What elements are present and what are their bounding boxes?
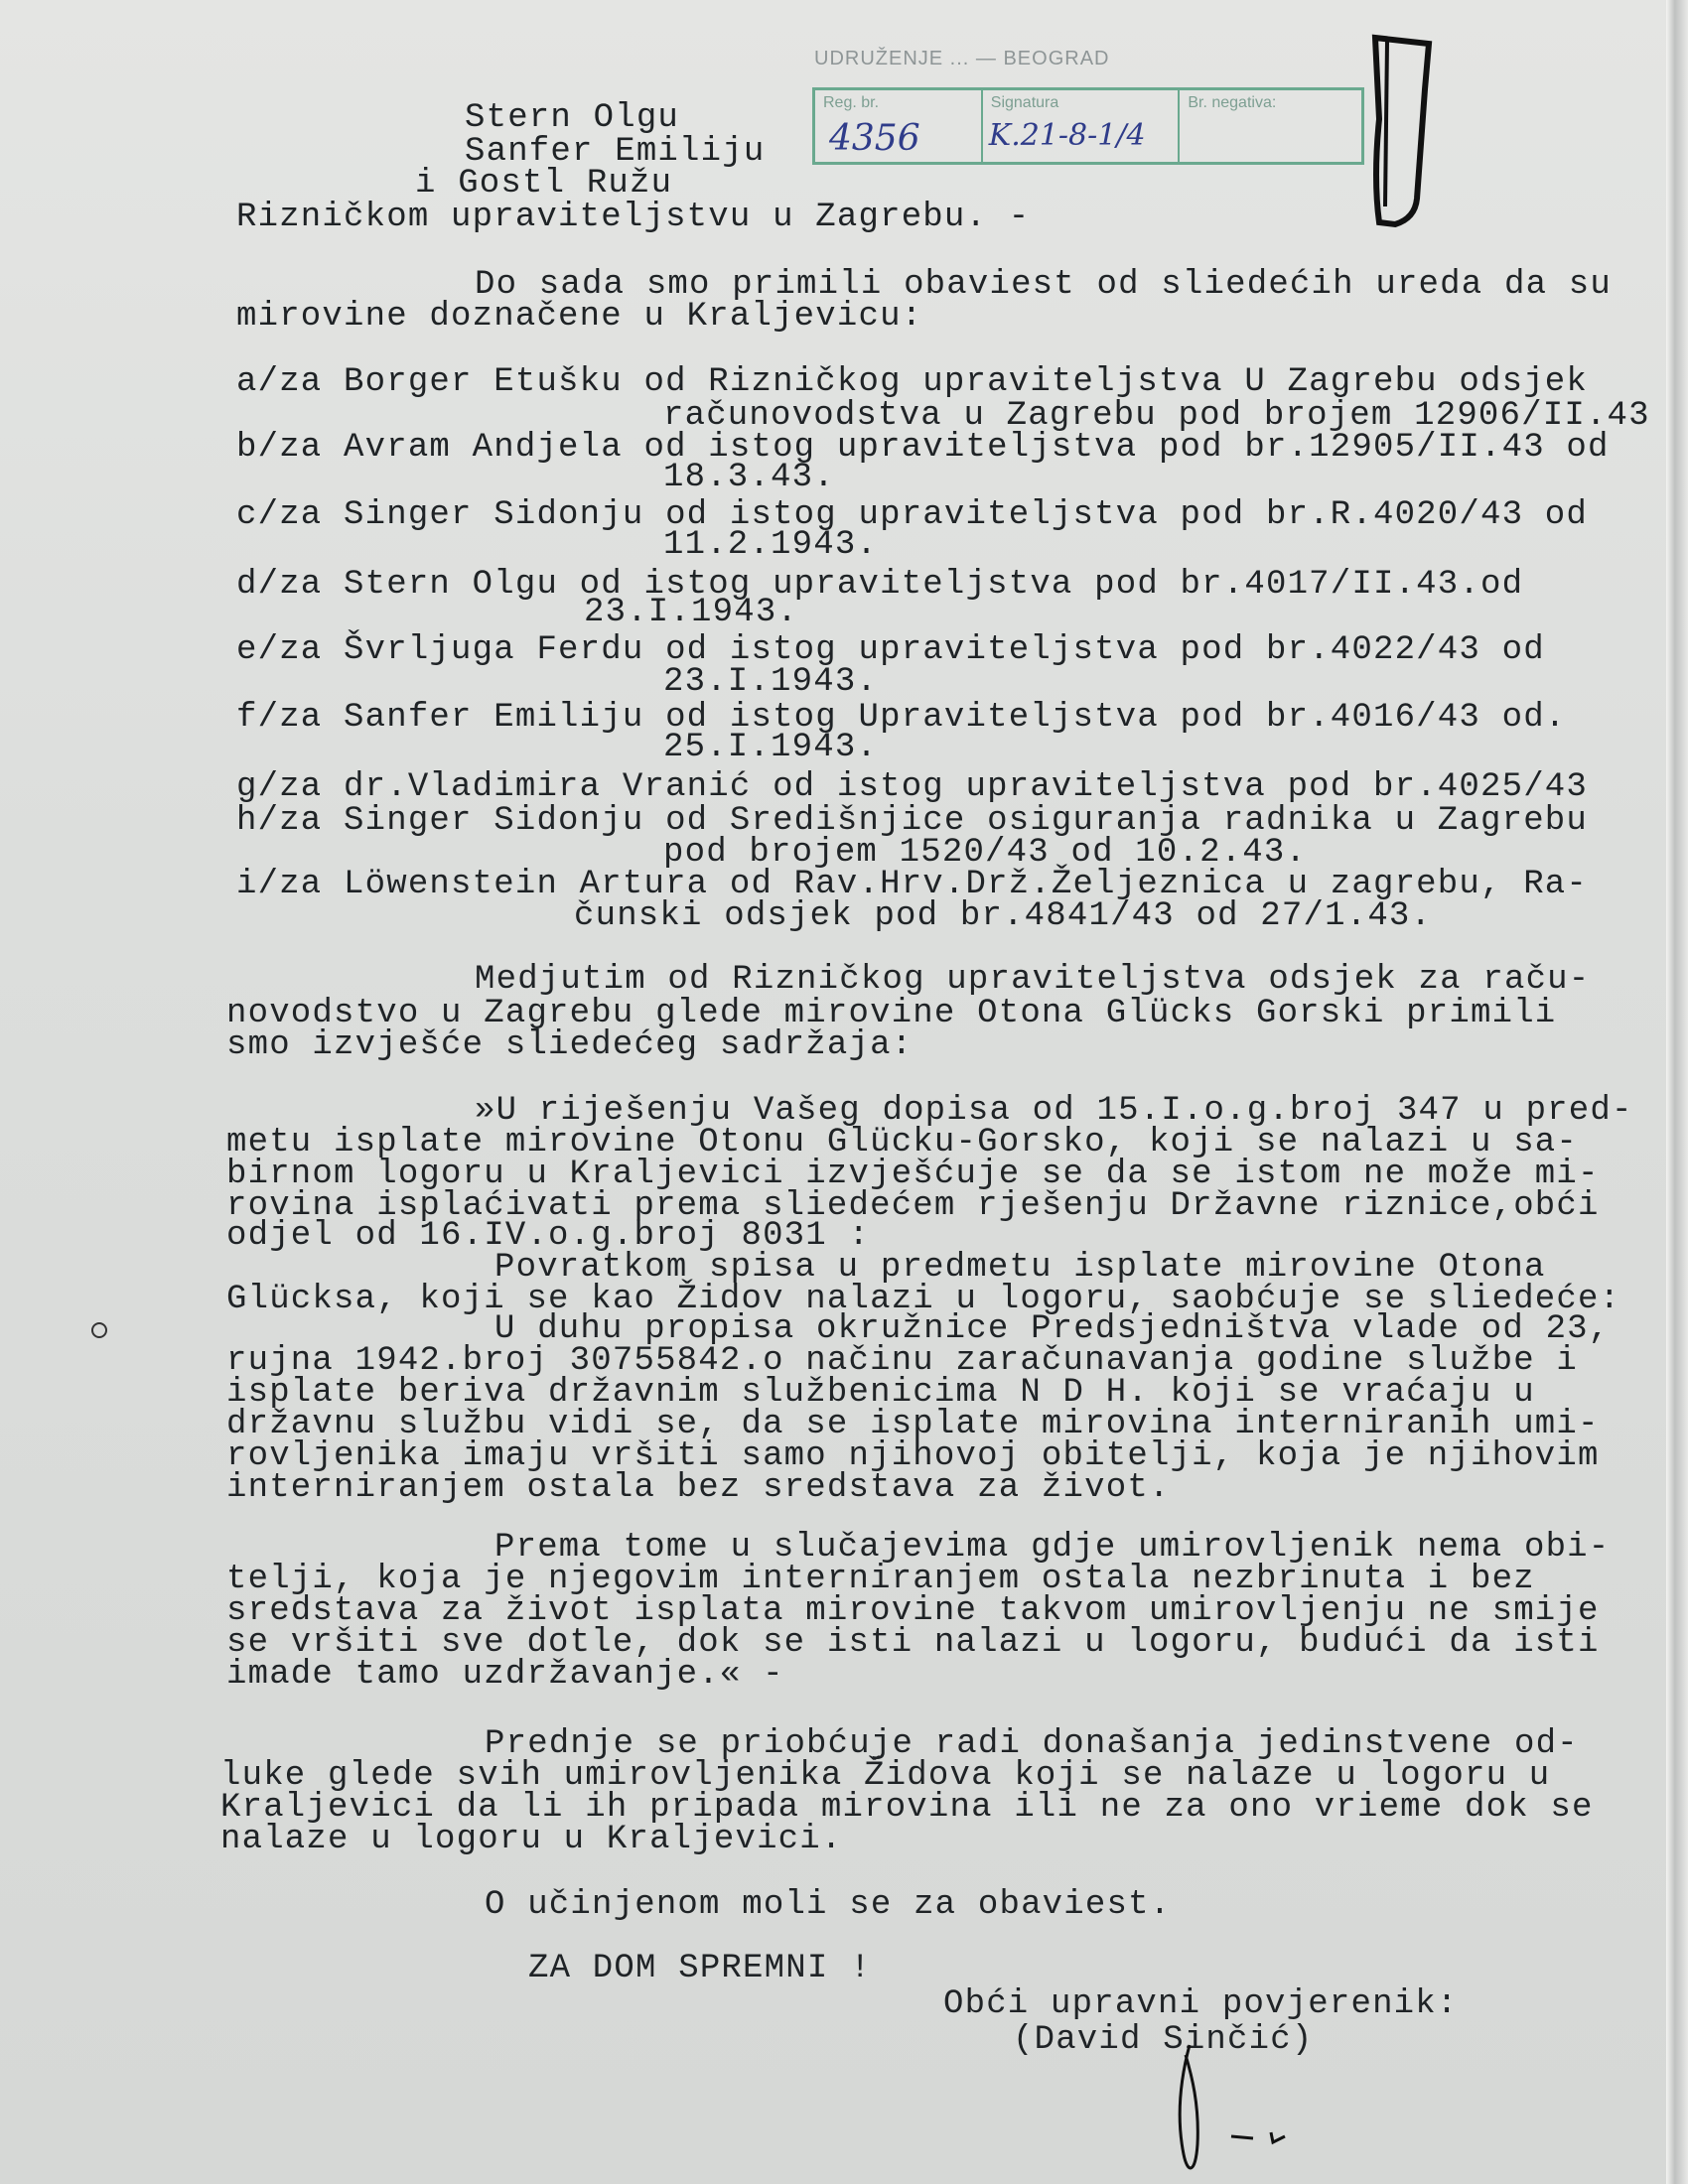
recipient-line: Rizničkom upraviteljstvu u Zagrebu. -	[236, 199, 1031, 236]
list-item-cont: pod brojem 1520/43 od 10.2.43.	[663, 834, 1308, 872]
quote-line: interniranjem ostala bez sredstava za život.	[226, 1469, 1171, 1507]
paragraph-line: luke glede svih umirovljenika Židova koji se nalaze u logoru u	[220, 1757, 1551, 1795]
paragraph-line: Medjutim od Rizničkog upraviteljstva odsjek za raču-	[475, 961, 1591, 999]
list-item: d/za Stern Olgu od istog upraviteljstva pod br.4017/II.43.od	[236, 566, 1524, 604]
list-item-cont: 18.3.43.	[663, 459, 835, 496]
paragraph-line: Kraljevici da li ih pripada mirovina ili ne za ono vrieme dok se	[220, 1789, 1594, 1827]
recipient-line: Sanfer Emiliju	[465, 133, 766, 171]
stamp-signature-label: Signatura	[990, 94, 1059, 111]
quote-line: imade tamo uzdržavanje.« -	[226, 1656, 784, 1694]
list-item-cont: 11.2.1943.	[663, 526, 879, 564]
list-item: g/za dr.Vladimira Vranić od istog upraviteljstva pod br.4025/43	[236, 768, 1589, 806]
bracket-mark-icon	[1365, 30, 1445, 228]
quote-line: rujna 1942.broj 30755842.o načinu zaračunavanja godine službe i	[226, 1342, 1579, 1380]
list-item: a/za Borger Etušku od Rizničkog upraviteljstva U Zagrebu odsjek	[236, 363, 1589, 401]
list-item: e/za Švrljuga Ferdu od istog upraviteljstva pod br.4022/43 od	[236, 631, 1545, 669]
recipient-line: i Gostl Ružu	[415, 165, 673, 203]
list-item-cont: 23.I.1943.	[584, 594, 799, 631]
stamp-reg-cell	[815, 90, 983, 162]
quote-line: Glücksa, koji se kao Židov nalazi u logoru, saobćuje se sliedeće:	[226, 1281, 1621, 1318]
quote-line: Povratkom spisa u predmetu isplate mirovine Otona	[494, 1249, 1546, 1287]
list-item-cont: 25.I.1943.	[663, 729, 879, 766]
stamp-header: UDRUŽENJE ... — BEOGRAD	[814, 48, 1110, 69]
list-item: c/za Singer Sidonju od istog upraviteljstva pod br.R.4020/43 od	[236, 496, 1589, 534]
punch-hole	[91, 1322, 107, 1338]
quote-line: metu isplate mirovine Otonu Glücku-Gorsko, koji se nalazi u sa-	[226, 1124, 1579, 1161]
archive-stamp	[812, 87, 1364, 165]
quote-line: isplate beriva državnim službenicima N D H. koji se vraćaju u	[226, 1374, 1535, 1412]
quote-line: telji, koja je njegovim interniranjem ostala nezbrinuta i bez	[226, 1561, 1535, 1598]
stamp-signature-value: K.21-8-1/4	[988, 118, 1146, 153]
paragraph-line: Prednje se priobćuje radi donašanja jedinstvene od-	[485, 1725, 1579, 1763]
list-item: h/za Singer Sidonju od Središnjice osiguranja radnika u Zagrebu	[236, 802, 1589, 840]
intro-line: Do sada smo primili obaviest od sliedećih ureda da su	[475, 266, 1612, 304]
quote-line: rovljenika imaju vršiti samo njihovoj obitelji, koja je njihovim	[226, 1437, 1600, 1475]
quote-line: Prema tome u slučajevima gdje umirovljenik nema obi-	[494, 1529, 1611, 1567]
list-item: b/za Avram Andjela od istog upraviteljstva pod br.12905/II.43 od	[236, 429, 1610, 467]
stamp-negative-label: Br. negativa:	[1188, 94, 1277, 111]
paragraph-line: smo izvješće sliedećeg sadržaja:	[226, 1026, 914, 1064]
stamp-reg-label: Reg. br.	[823, 94, 880, 111]
list-item: i/za Löwenstein Artura od Rav.Hrv.Drž.Željeznica u zagrebu, Ra-	[236, 866, 1589, 903]
paragraph-line: nalaze u logoru u Kraljevici.	[220, 1821, 843, 1858]
quote-line: »U riješenju Vašeg dopisa od 15.I.o.g.broj 347 u pred-	[475, 1092, 1633, 1130]
intro-line: mirovine doznačene u Kraljevicu:	[236, 298, 923, 336]
list-item-cont: čunski odsjek pod br.4841/43 od 27/1.43.	[574, 897, 1433, 935]
signature-icon	[1162, 2025, 1301, 2184]
closing-salute: ZA DOM SPREMNI !	[528, 1950, 872, 1987]
quote-line: državnu službu vidi se, da se isplate mirovina interniranih umi-	[226, 1406, 1600, 1443]
stamp-signature-cell	[983, 90, 1181, 162]
quote-line: rovina isplaćivati prema sliedećem rješenju Državne riznice,obći	[226, 1187, 1600, 1225]
closing-request: O učinjenom moli se za obaviest.	[485, 1886, 1172, 1924]
list-item: f/za Sanfer Emiliju od istog Upraviteljstva pod br.4016/43 od.	[236, 699, 1567, 737]
page-edge	[1666, 0, 1688, 2184]
quote-line: U duhu propisa okružnice Predsjedništva vlade od 23,	[494, 1310, 1611, 1348]
list-item-cont: računovodstva u Zagrebu pod brojem 12906/II.43	[663, 397, 1650, 435]
list-item-cont: 23.I.1943.	[663, 663, 879, 701]
stamp-negative-cell	[1180, 90, 1361, 162]
signatory-name: (David Sinčić)	[1013, 2021, 1314, 2059]
stamp-reg-value: 4356	[829, 118, 920, 159]
recipient-line: Stern Olgu	[465, 99, 680, 137]
quote-line: birnom logoru u Kraljevici izvješćuje se da se istom ne može mi-	[226, 1156, 1600, 1193]
quote-line: se vršiti sve dotle, dok se isti nalazi u logoru, budući da isti	[226, 1624, 1600, 1662]
quote-line: sredstava za život isplata mirovine takvom umirovljenju ne smije	[226, 1592, 1600, 1630]
paragraph-line: novodstvo u Zagrebu glede mirovine Otona Glücks Gorski primili	[226, 995, 1557, 1032]
quote-line: odjel od 16.IV.o.g.broj 8031 :	[226, 1217, 871, 1255]
signatory-title: Obći upravni povjerenik:	[943, 1985, 1459, 2023]
